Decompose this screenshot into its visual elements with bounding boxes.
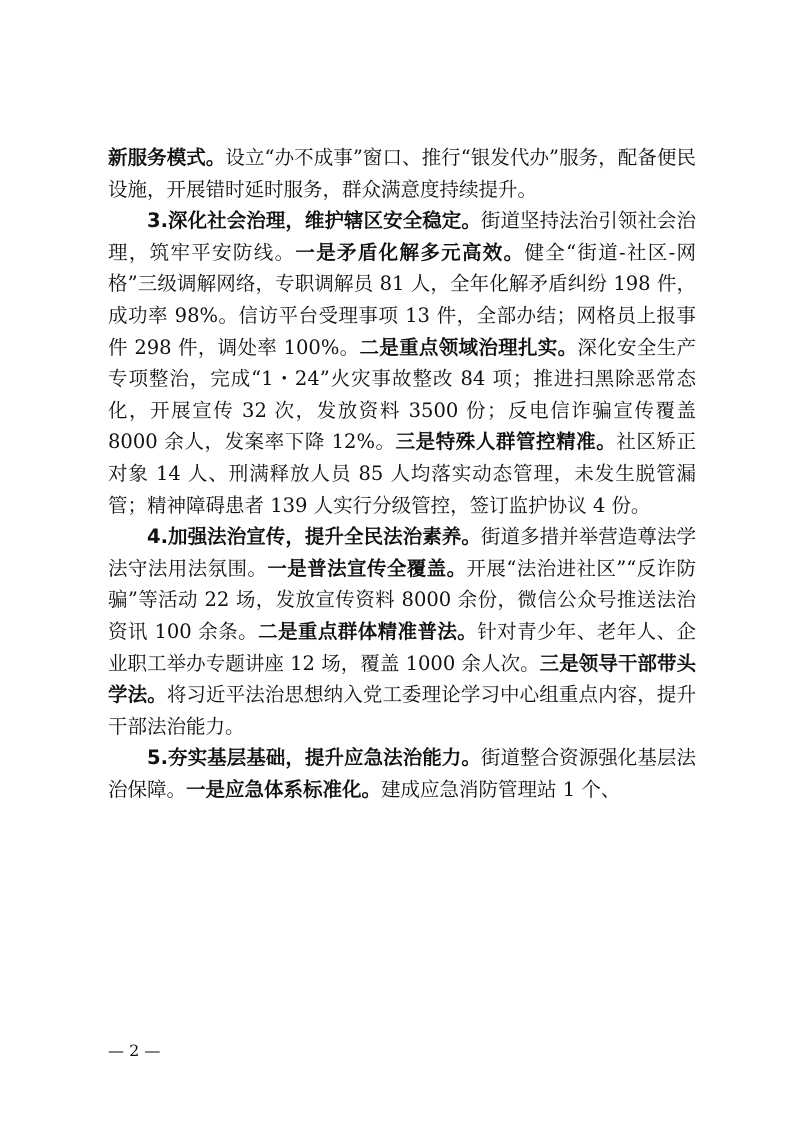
subheading-special-groups: 三是特殊人群管控精准。 — [395, 430, 617, 454]
subheading-conflict-resolution: 一是矛盾化解多元高效。 — [295, 240, 525, 264]
text-key-area-governance: 深化安全生产专项整治，完成“1・24”火灾事故整改 84 项；推进扫黑除恶常态化，开展宣传 32 次，发放资料 3500 份；反电信诈骗宣传覆盖 8000 余人，发案率下降 12%。 — [108, 335, 696, 454]
paragraph-social-governance — [108, 205, 696, 521]
subheading-targeted-education: 二是重点群体精准普法。 — [258, 619, 478, 643]
heading-grassroots: 5.夯实基层基础，提升应急法治能力。 — [147, 746, 481, 770]
subheading-leaders-learning: 三是领导干部带头学法。 — [108, 651, 696, 707]
heading-social-governance: 3.深化社会治理，维护辖区安全稳定。 — [147, 209, 481, 233]
heading-service-mode: 新服务模式。 — [108, 146, 226, 169]
text-leaders-learning: 将习近平法治思想纳入党工委理论学习中心组重点内容，提升干部法治能力。 — [108, 683, 696, 738]
paragraph-grassroots — [108, 742, 696, 805]
heading-legal-publicity: 4.加强法治宣传，提升全民法治素养。 — [147, 525, 481, 549]
text-grassroots-intro: 街道整合资源强化基层法治保障。 — [108, 746, 696, 801]
text-full-coverage: 开展“法治进社区”“反诈防骗”等活动 22 场，发放宣传资料 8000 余份，微信公众号推送法治资讯 100 余条。 — [108, 556, 696, 643]
page-number: — 2 — — [108, 1041, 161, 1060]
paragraph-service-mode — [108, 142, 696, 205]
paragraph-legal-publicity — [108, 521, 696, 742]
subheading-full-coverage: 一是普法宣传全覆盖。 — [267, 556, 467, 580]
text-social-governance-intro: 街道坚持法治引领社会治理，筑牢平安防线。 — [108, 209, 696, 264]
text-targeted-education: 针对青少年、老年人、企业职工举办专题讲座 12 场，覆盖 1000 余人次。 — [108, 619, 696, 675]
document-body — [108, 142, 696, 805]
text-emergency-standardization: 建成应急消防管理站 1 个、 — [381, 777, 621, 801]
text-service-mode: 设立“办不成事”窗口、推行“银发代办”服务，配备便民设施，开展错时延时服务，群众满意度持续提升。 — [108, 146, 696, 201]
text-special-groups: 社区矫正对象 14 人、刑满释放人员 85 人均落实动态管理，未发生脱管漏管；精神障碍患者 139 人实行分级管控，签订监护协议 4 份。 — [108, 430, 696, 517]
subheading-emergency-standardization: 一是应急体系标准化。 — [186, 777, 382, 801]
text-legal-publicity-intro: 街道多措并举营造尊法学法守法用法氛围。 — [108, 525, 696, 580]
subheading-key-area-governance: 二是重点领域治理扎实。 — [359, 335, 578, 359]
text-conflict-resolution: 健全“街道-社区-网格”三级调解网络，专职调解员 81 人，全年化解矛盾纠纷 198 件，成功率 98%。信访平台受理事项 13 件，全部办结；网格员上报事件 298 件，调处率 100%。 — [108, 240, 696, 359]
